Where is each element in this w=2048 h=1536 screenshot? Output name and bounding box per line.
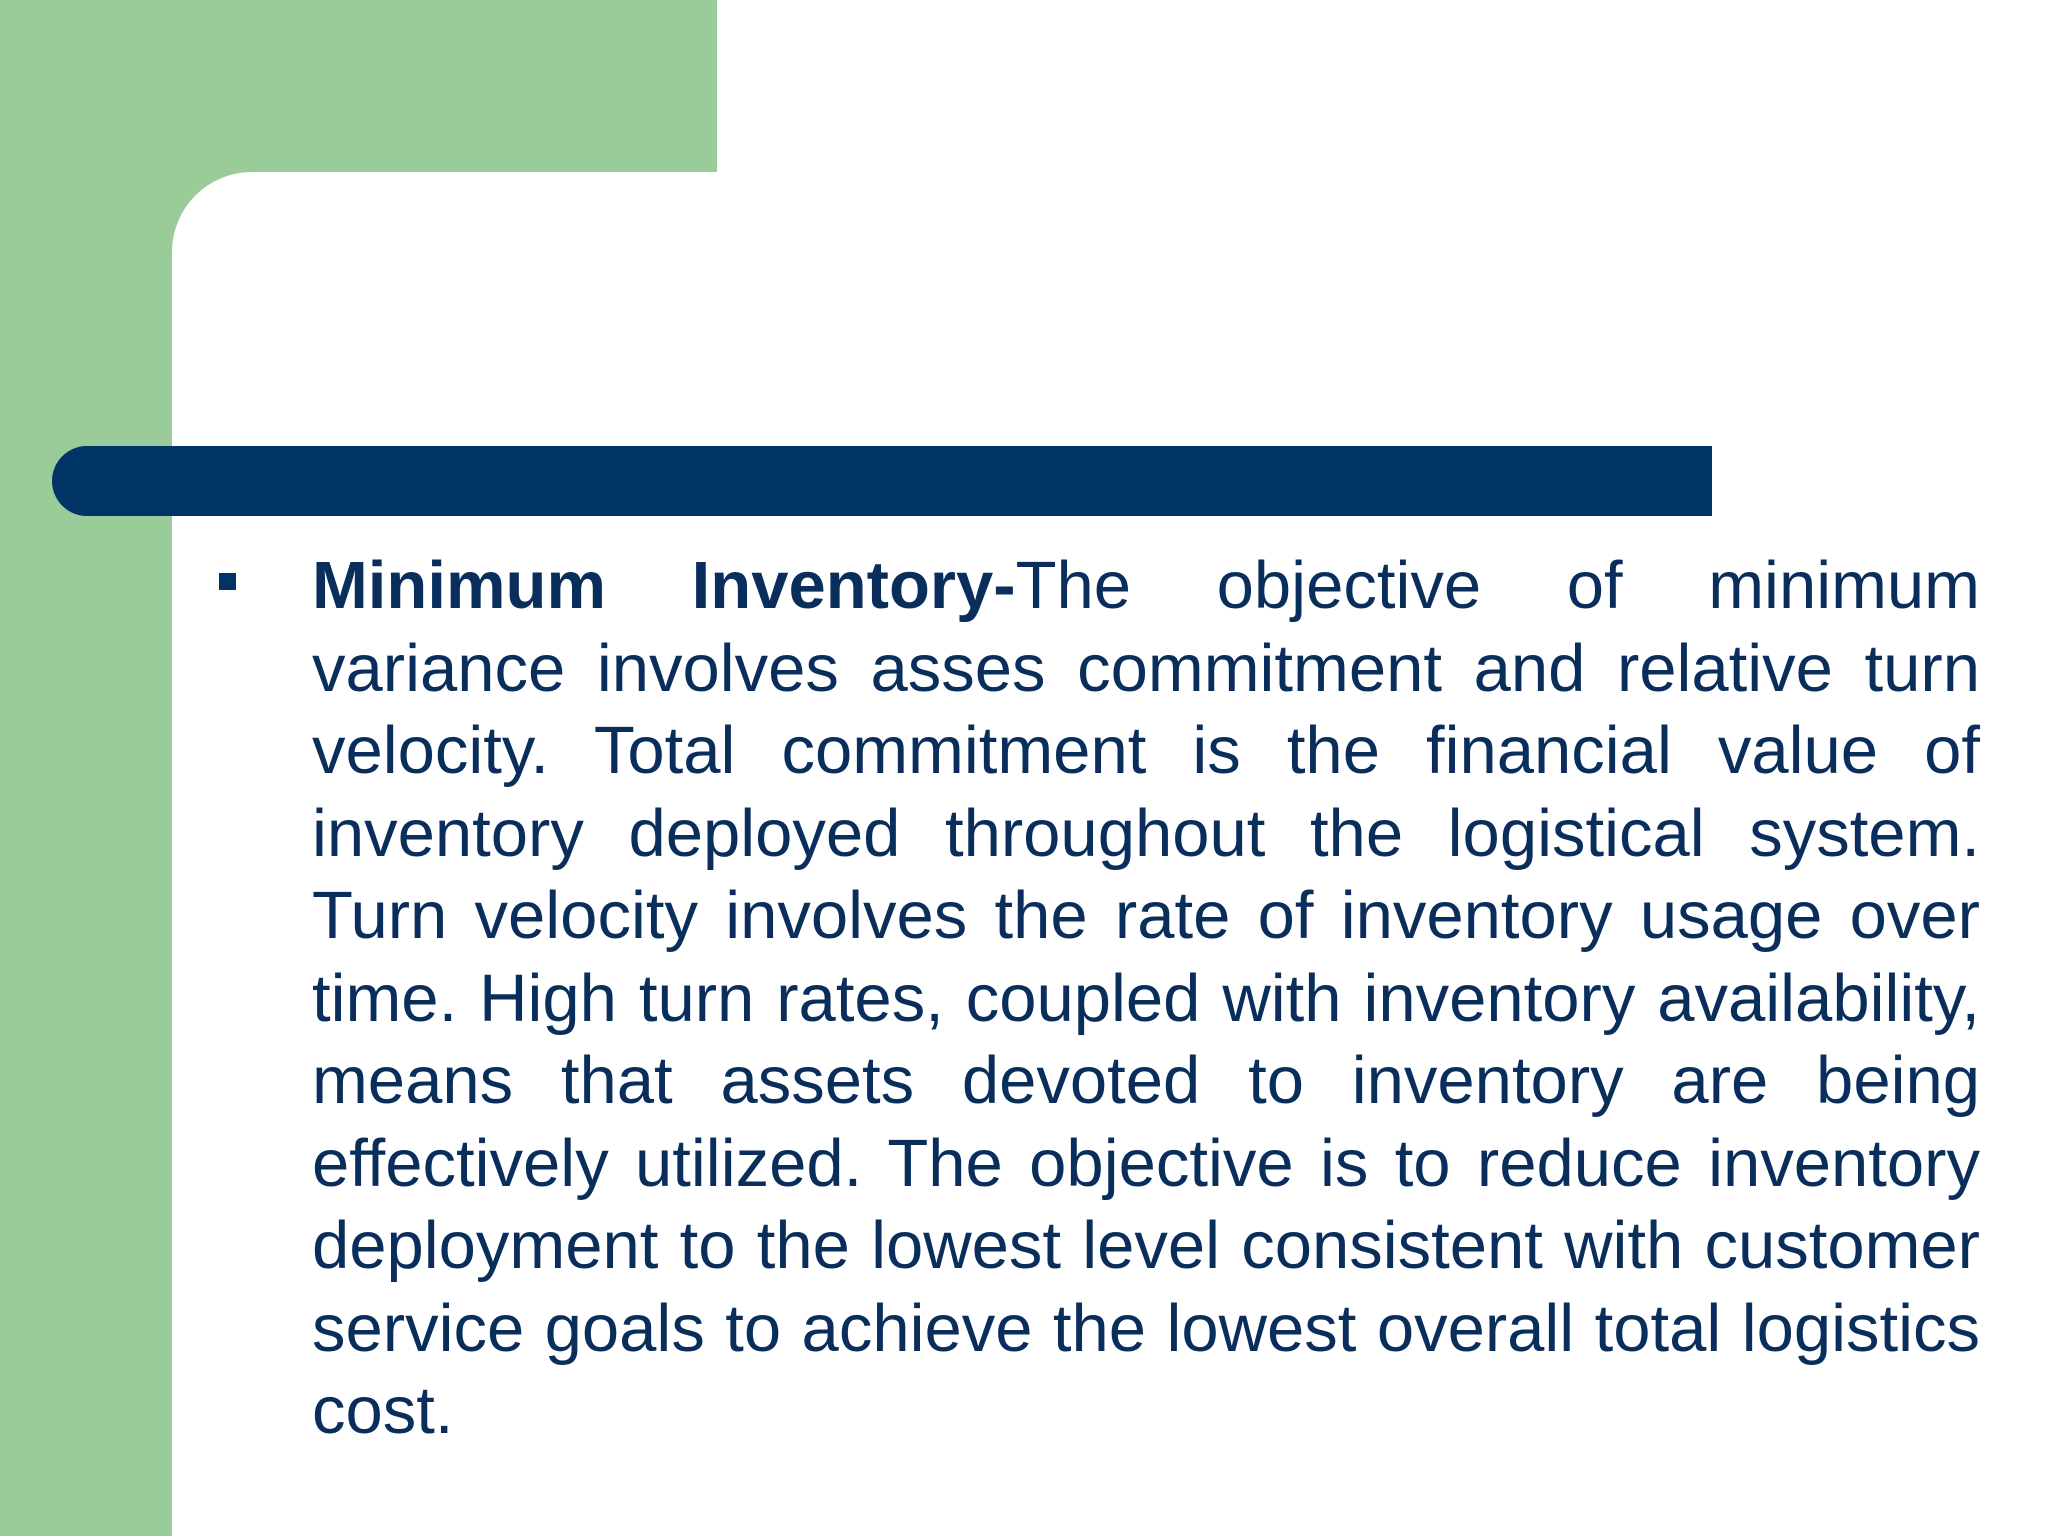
- decorative-rounded-corner: [172, 172, 252, 252]
- bullet-paragraph: [312, 545, 1980, 1453]
- decorative-green-sidebar: [0, 0, 172, 1536]
- bullet-item: [210, 545, 1980, 1453]
- bullet-body: The objective of minimum variance involves asses commitment and relative turn velocity. Total commitment is the financial value of inventory deployed throughout the logistical system. Turn velocity involves the rate of inventory usage over time. High turn rates, coupled with inventory availability, means that assets devoted to inventory are being effectively utilized. The objective is to reduce inventory deployment to the lowest level consistent with customer service goals to achieve the lowest overall total logistics cost.: [312, 548, 1980, 1448]
- bullet-heading: Minimum Inventory-: [312, 548, 1016, 623]
- title-bar: [52, 446, 1712, 516]
- slide-content: [210, 545, 1980, 1453]
- square-bullet-icon: [210, 545, 312, 590]
